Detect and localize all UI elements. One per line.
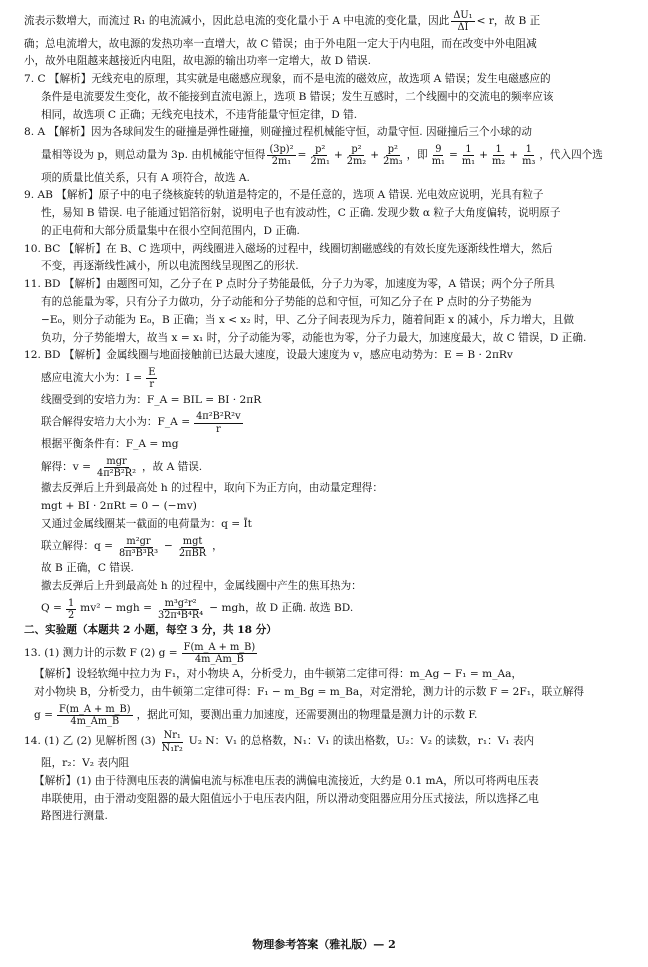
answer-14-analysis-1: 【解析】(1) 由于待测电压表的满偏电流与标准电压表的满偏电流接近，大约是 0.1 mA，所以可将两电压表 [34,774,539,787]
answer-8-line-2: 量相等设为 p，则总动量为 3p. 由机械能守恒得 $\frac{\text{(3p)²}}{\text{2m₁}}$ = $\frac{\text{p²}}{\text{2m₁}}$ + $\frac{\text{p²}}{\text{2m₂}}$ + $\frac{\text{p²}}{\text{2m₃}}$ ，即 $\frac{9}{\text{m₁}}$ = $\frac{1}{\text{m₁}}$ + $\frac{1}{\text{m₂}}$ + $\frac{1}{\text{m₃}}$ ，代入四个选 [41,144,603,168]
answer-13-analysis-1: 【解析】设轻软绳中拉力为 F₁，对小物块 A，分析受力，由牛顿第二定律可得：m_Ag − F₁ = m_Aa， [34,668,523,681]
answer-14-analysis-3: 路图进行测量. [41,810,108,823]
answer-13-line-1: 13. (1) 测力计的示数 F (2) g = $\frac{F(m\_A + m\_B)}{4m\_Am\_B}$ [24,641,256,666]
eq-force-max: 联合解得安培力大小为：F_A = $\frac{\text{4π²B²R²v}}{r}$ [41,411,241,435]
momentum-eq: mgt + BI · 2πRt = 0 − (−mv) [41,499,197,512]
heat-intro: 撤去反弹后上升到最高处 h 的过程中，金属线圈中产生的焦耳热为： [41,579,362,592]
answer-8-line-3: 项的质量比值关系，只有 A 项符合，故选 A. [41,171,250,184]
answer-7 [24,73,624,122]
answer-11 [24,278,624,345]
answer-9-line-1: 9. AB 【解析】原子中的电子绕核旋转的轨道是特定的，不是任意的，选项 A 错误. 光电效应说明，光具有粒子 [24,189,544,202]
answer-9-line-2: 性，易知 B 错误. 电子能通过铝箔衍射，说明电子也有波动性，C 正确. 发现少数 α 粒子大角度偏转，说明原子 [41,207,561,220]
answer-8-line-1: 8. A 【解析】因为各球间发生的碰撞是弹性碰撞，则碰撞过程机械能守恒，动量守恒. 因碰撞后三个小球的动 [24,126,532,139]
answer-10 [24,243,624,275]
momentum-intro: 撤去反弹后上升到最高处 h 的过程中，取向下为正方向，由动量定理得： [41,482,383,495]
eq-force: 线圈受到的安培力为：F_A = BIL = BI · 2πR [41,393,262,406]
charge-eq: 又通过金属线圈某一截面的电荷量为：q = Īt [41,517,252,530]
page-footer: 物理参考答案（雅礼版）— 2 [252,938,396,951]
answer-7-line-1: 7. C 【解析】无线充电的原理，其实就是电磁感应现象，而不是电流的磁效应，故选项 A 错误；发生电磁感应的 [24,73,551,86]
intro-line-1a: 流表示数增大，而流过 R₁ 的电流减小，因此总电流的变化量小于 A 中电流的变化量，因此 [24,14,450,27]
answer-11-line-1: 11. BD 【解析】由题图可知，乙分子在 P 点时分子势能最低，分子力为零，加速度为零，A 错误；两个分子所具 [24,278,555,291]
answer-14-line-2: 阻，r₂：V₂ 表内阻 [41,756,130,769]
answer-7-line-3: 相同，故选项 C 正确；无线充电技术，不违背能量守恒定律，D 错. [41,108,358,121]
answer-13 [24,642,624,728]
b-correct: 故 B 正确，C 错误. [41,562,134,575]
answer-12-head: 12. BD 【解析】金属线圈与地面接触前已达最大速度，设最大速度为 v，感应电动势为：E = B · 2πRv [24,349,513,362]
fraction-dU-dI: $\frac{\text{ΔU₁}}{\Delta I}$ [453,10,473,34]
answer-8 [24,126,624,185]
answer-11-line-2: 有的总能量为零，只有分子力做功，分子动能和分子势能的总和守恒，可知乙分子在 P 点时的分子势能为 [41,296,532,309]
intro-line-3: 小，故外电阻越来越接近内电阻，故电源的输出功率一定增大，故 D 错误. [24,55,371,68]
answer-14-analysis-2: 串联使用，由于滑动变阻器的最大阻值远小于电压表内阻，所以滑动变阻器应用分压式接法，所以选择乙电 [41,792,539,805]
answer-14-line-1: 14. (1) 乙 (2) 见解析图 (3) $\frac{\text{Nr₁}}{\text{N₁r₂}}$ U₂ N：V₁ 的总格数，N₁：V₁ 的读出格数，U₂：V₂ 的读数，r₁：V₁ 表内 [24,730,535,754]
eq-charge: 联立解得：q = $\frac{\text{m²gr}}{\text{8π³B³R³}}$ − $\frac{\text{mgt}}{\text{2πBR}}$ ， [41,535,223,559]
answer-13-result: g = $\frac{F(m\_A + m\_B)}{4m\_Am\_B}$ ，据此可知，要测出重力加速度，还需要测出的物理量是测力计的示数 F. [34,703,478,728]
answer-10-line-1: 10. BC 【解析】在 B、C 选项中，两线圈进入磁场的过程中，线圈切割磁感线的有效长度先逐渐线性增大，然后 [24,242,553,255]
eq-current: 感应电流大小为：I = $\frac{E}{r}$ [41,367,156,391]
intro-paragraph: 流表示数增大，而流过 R₁ 的电流减小，因此总电流的变化量小于 A 中电流的变化量，因此 $\frac{\text{ΔU₁}}{\Delta I}$ < r，故 B 正 确；总电流增大，故电源的发热功率一直增大，故 C 错误；由于外电阻一定大于内电阻，而在改变中外电阻减 小，故外电阻越来越接近内电阻，故电源的输出功率一定增大，故 D 错误. [24,10,624,69]
intro-line-2: 确；总电流增大，故电源的发热功率一直增大，故 C 错误；由于外电阻一定大于内电阻，而在改变中外电阻减 [24,37,537,50]
answer-13-analysis-2: 对小物块 B，分析受力，由牛顿第二定律可得：F₁ − m_Bg = m_Ba，对定滑轮，测力计的示数 F = 2F₁，联立解得 [34,686,584,699]
answer-11-line-4: 负功，分子势能增大，故当 x = x₁ 时，分子动能为零，动能也为零，分子力最大，加速度最大，故 C 错误，D 正确. [41,331,587,344]
answer-10-line-2: 不变，再逐渐线性减小，所以电流图线呈现图乙的形状. [41,260,299,273]
eq-velocity: 解得：v = $\frac{\text{mgr}}{\text{4π²B²R²}}$ ，故 A 错误. [41,455,203,479]
answer-14 [24,730,624,824]
section-2-heading: 二、实验题（本题共 2 小题，每空 3 分，共 18 分） [24,624,277,637]
answer-7-line-2: 条件是电流要发生变化，故不能接到直流电源上，选项 B 错误；发生互感时，二个线圈中的交流电的频率应该 [41,90,554,103]
eq-balance: 根据平衡条件有：F_A = mg [41,437,179,450]
answer-12 [24,349,624,621]
answer-11-line-3: −E₀，则分子动能为 E₀，B 正确；当 x < x₂ 时，甲、乙分子间表现为斥力，随着间距 x 的减小，斥力增大，且做 [41,313,574,326]
answer-9 [24,189,624,238]
eq-heat: Q = $\frac{1}{2}$ mv² − mgh = $\frac{\text{m³g²r²}}{\text{32π⁴B⁴R⁴}}$ − mgh，故 D 正确. 故选 BD. [41,597,354,621]
answer-9-line-3: 的正电荷和大部分质量集中在很小空间范围内，D 正确. [41,224,300,237]
